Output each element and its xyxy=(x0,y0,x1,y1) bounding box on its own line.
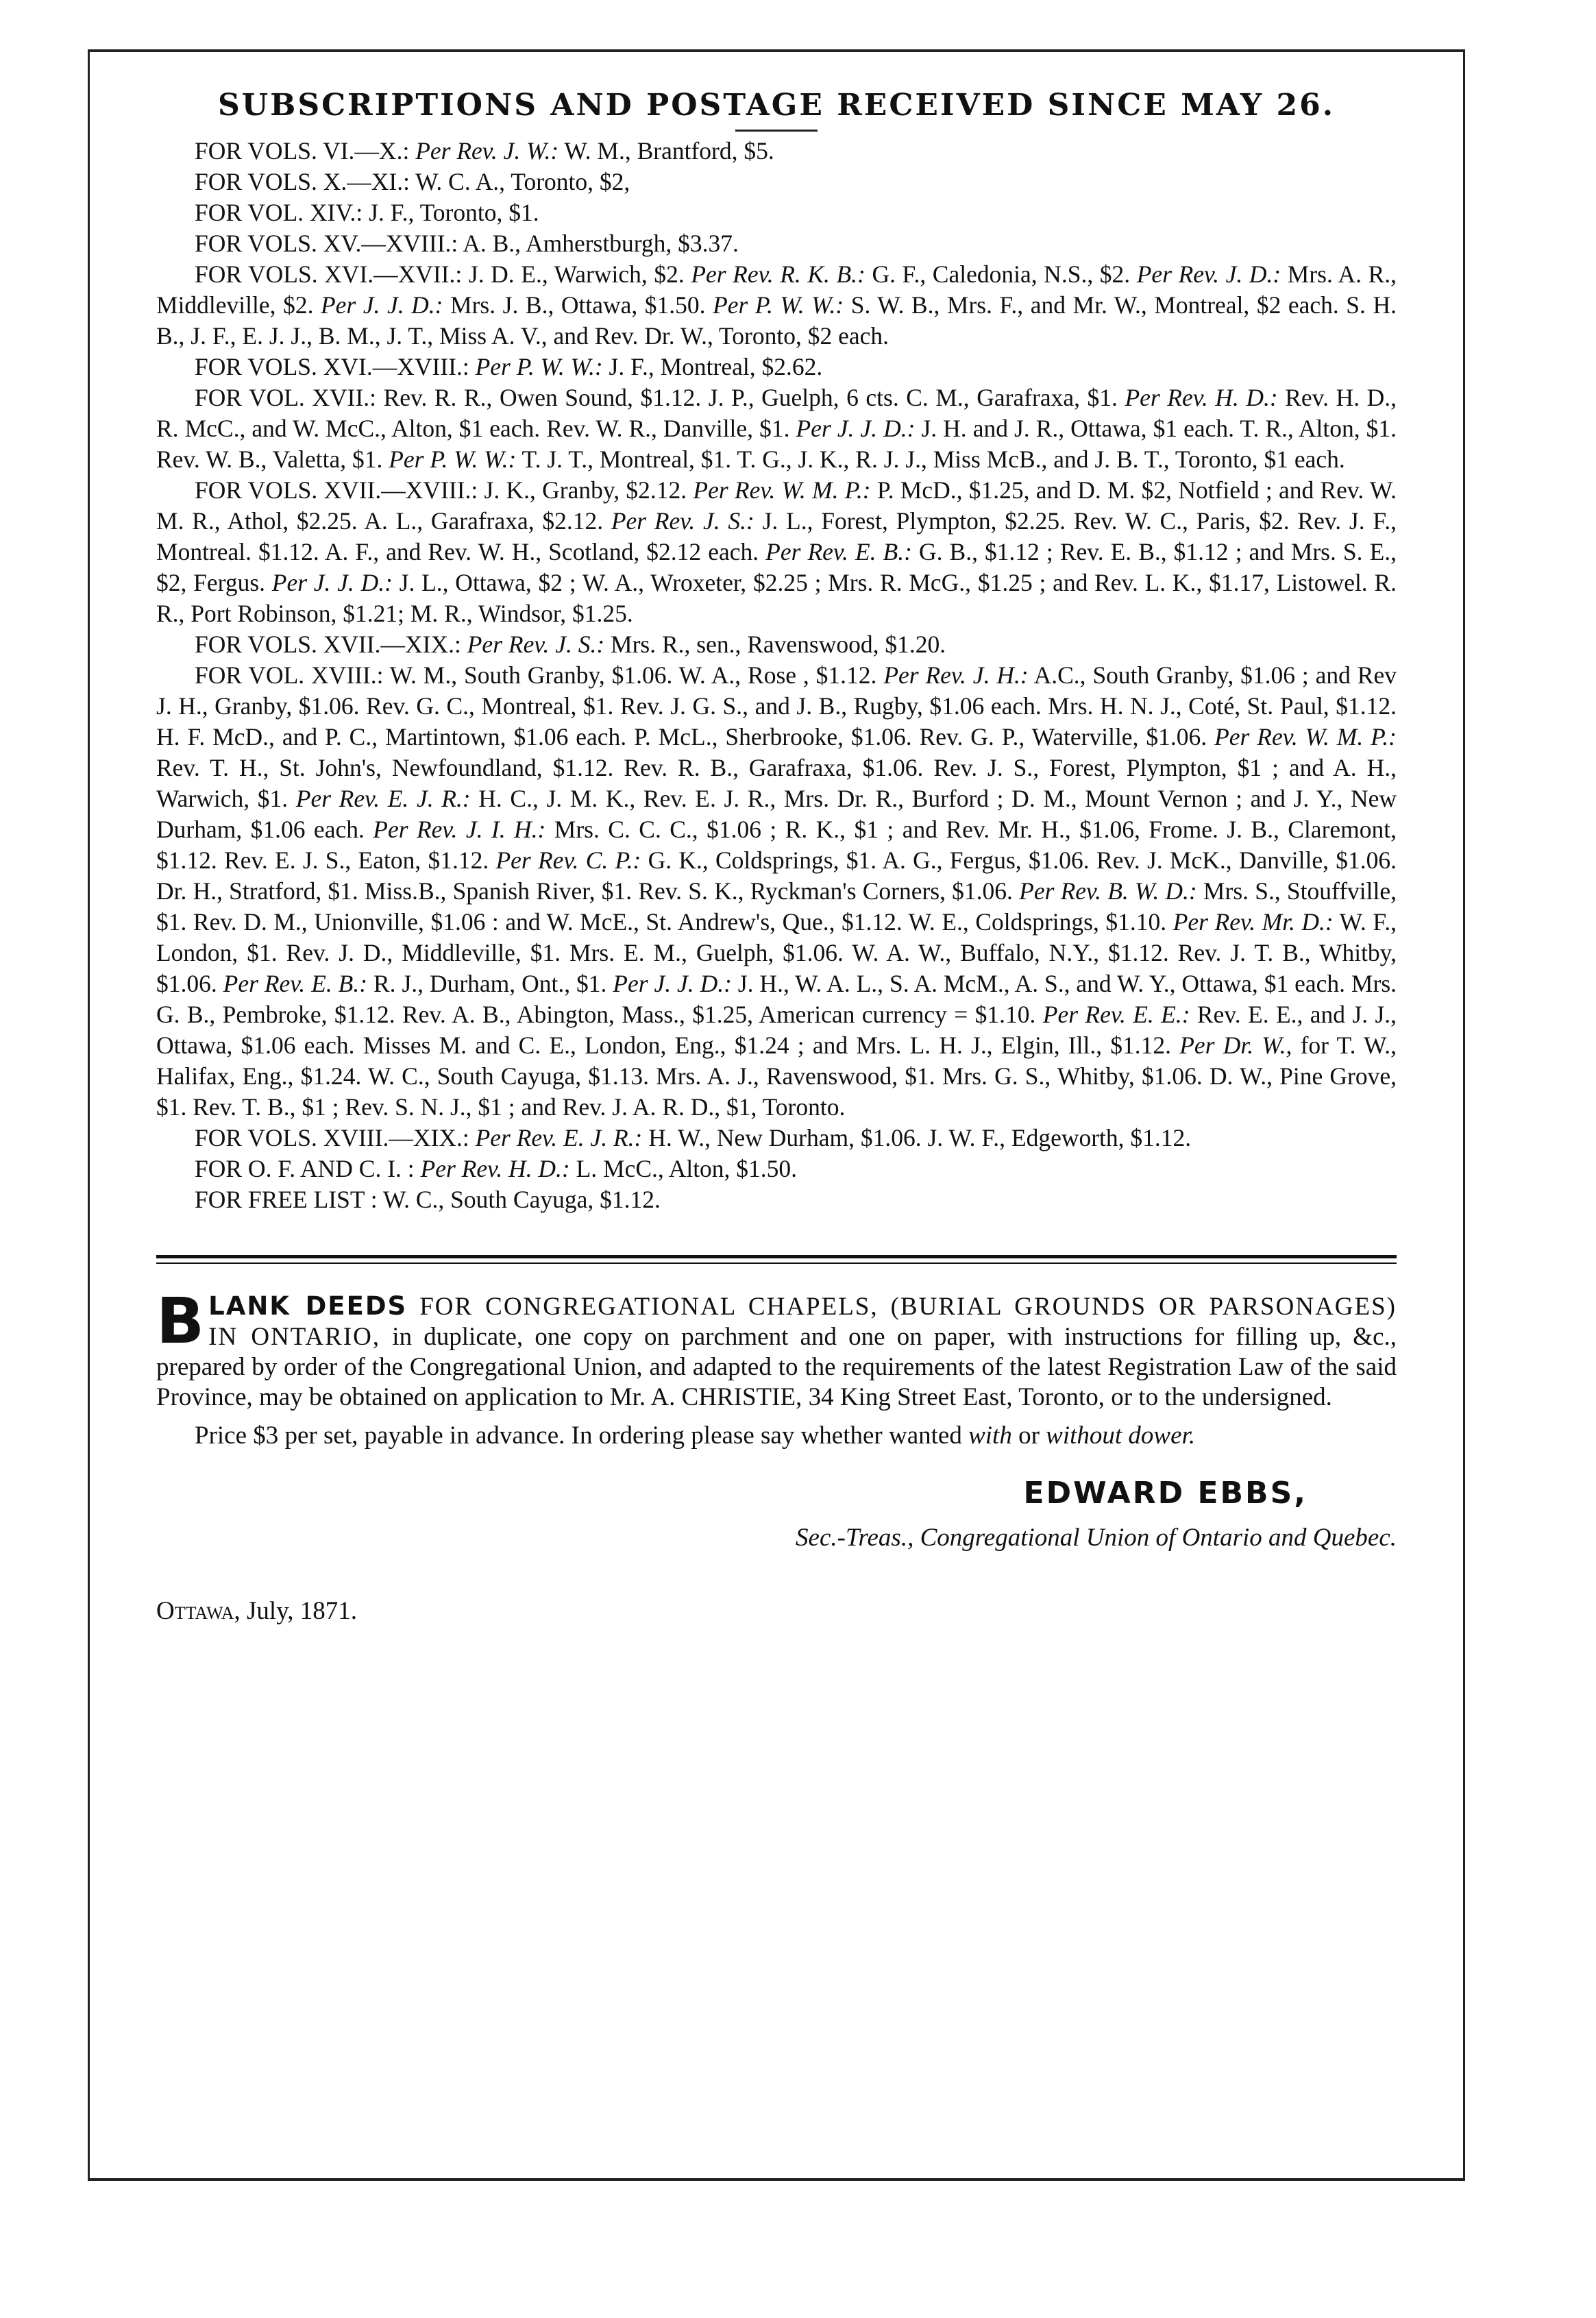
entry-text: FOR FREE LIST : W. C., South Cayuga, $1.12. xyxy=(195,1186,661,1213)
subscription-entry xyxy=(156,197,1397,228)
entry-text: R. J., Durham, Ont., $1. xyxy=(367,970,613,997)
entry-text: for T. W., Halifax, Eng., $1.24. W. C., South Cayuga, $1.13. Mrs. A. J., Ravenswood, $1. Mrs. G. S., Whitby, $1.06. D. W., Pine Grove, $1. Rev. T. B., $1 ; Rev. S. N. J., $1 ; and Rev. J. A. R. D., $1, Toronto. xyxy=(156,1032,1397,1121)
frame-bottom-rule xyxy=(88,2178,1465,2181)
entry-text: P. McD., $1.25, and D. M. $2, Notfield ; and Rev. W. M. R., Athol, $2.25. A. L., Garafraxa, $2.12. xyxy=(156,476,1397,535)
subscription-entry xyxy=(156,660,1397,1123)
subscription-entry xyxy=(156,629,1397,660)
price-without: without dower. xyxy=(1046,1422,1196,1450)
entry-text: FOR VOL. XVIII.: W. M., South Granby, $1.06. W. A., Rose , $1.12. xyxy=(195,661,884,689)
divider-thick-rule xyxy=(156,1255,1397,1258)
entry-text: J. F., Montreal, $2.62. xyxy=(602,353,823,380)
entry-agent: Per Rev. J. S.: xyxy=(611,507,754,535)
entry-text: FOR O. F. AND C. I. : xyxy=(195,1155,421,1182)
entry-text: A.C., South Granby, $1.06 ; and Rev J. H., Granby, $1.06. Rev. G. C., Montreal, $1. Rev. J. G. S., and J. B., Rugby, $1.06 each. Mrs. H. N. J., Coté, St. Paul, $1.12. H. F. McD., and P. C., Martintown, $1.06 each. P. McL., Sherbrooke, $1.06. Rev. G. P., Waterville, $1.06. xyxy=(156,661,1397,751)
entry-text: G. K., Coldsprings, $1. A. G., Fergus, $1.06. Rev. J. McK., Danville, $1.06. Dr. H., Stratford, $1. Miss.B., Spanish River, $1. Rev. S. K., Ryckman's Corners, $1.06. xyxy=(156,846,1397,905)
entry-text: J. L., Forest, Plympton, $2.25. Rev. W. C., Paris, $2. Rev. J. F., Montreal. $1.12. A. F., and Rev. W. H., Scotland, $2.12 each. xyxy=(156,507,1397,565)
entry-text: FOR VOLS. XVII.—XIX.: xyxy=(195,631,467,658)
entry-agent: Per J. J. D.: xyxy=(321,291,443,319)
entry-text: FOR VOL. XVII.: Rev. R. R., Owen Sound, $1.12. J. P., Guelph, 6 cts. C. M., Garafraxa, $1. xyxy=(195,384,1125,411)
price-or: or xyxy=(1011,1422,1046,1450)
price-note xyxy=(156,1421,1397,1451)
entry-text: FOR VOLS. XVI.—XVIII.: xyxy=(195,353,476,380)
entry-text: FOR VOLS. XV.—XVIII.: A. B., Amherstburgh, $3.37. xyxy=(195,230,739,257)
entry-agent: Per J. J. D.: xyxy=(796,415,916,442)
entry-agent: Per Rev. E. E.: xyxy=(1042,1001,1190,1028)
divider-thin-rule xyxy=(156,1262,1397,1264)
entry-text: Mrs. J. B., Ottawa, $1.50. xyxy=(443,291,713,319)
entry-agent: Per Rev. R. K. B.: xyxy=(691,260,865,288)
entry-text: J. L., Ottawa, $2 ; W. A., Wroxeter, $2.25 ; Mrs. R. McG., $1.25 ; and Rev. L. K., $1.17, Listowel. R. R., Port Robinson, $1.21; M. R., Windsor, $1.25. xyxy=(156,569,1397,627)
entry-agent: Per Rev. B. W. D.: xyxy=(1019,877,1197,905)
entry-text: Rev. H. D., R. McC., and W. McC., Alton, $1 each. Rev. W. R., Danville, $1. xyxy=(156,384,1397,442)
subscription-entry xyxy=(156,352,1397,382)
entry-text: J. H. and J. R., Ottawa, $1 each. T. R., Alton, $1. Rev. W. B., Valetta, $1. xyxy=(156,415,1397,473)
page-content xyxy=(156,88,1397,1626)
entry-text: FOR VOLS. XVIII.—XIX.: xyxy=(195,1124,476,1151)
advert-body: in duplicate, one copy on parchment and one on paper, with instructions for filling up, &c., prepared by order of the Congregational Union, and adapted to the requirements of the latest Registration Law of the said Province, may be obtained on application to Mr. A. CHRISTIE, 34 King Street East, Toronto, or to the undersigned. xyxy=(156,1323,1397,1411)
entry-text: S. W. B., Mrs. F., and Mr. W., Montreal, $2 each. S. H. B., J. F., E. J. J., B. M., J. T., Miss A. V., and Rev. Dr. W., Toronto, $2 each. xyxy=(156,291,1397,350)
subscription-entry xyxy=(156,259,1397,352)
entry-agent: Per Rev. H. D.: xyxy=(420,1155,570,1182)
entry-text: Mrs. A. R., Middleville, $2. xyxy=(156,260,1397,319)
signer-title: Sec.-Treas., Congregational Union of Ontario and Quebec. xyxy=(796,1524,1397,1552)
entry-agent: Per P. W. W.: xyxy=(713,291,844,319)
entry-text: J. H., W. A. L., S. A. McM., A. S., and W. Y., Ottawa, $1 each. Mrs. G. B., Pembroke, $1.12. Rev. A. B., Abington, Mass., $1.25, American currency = $1.10. xyxy=(156,970,1397,1028)
entry-agent: Per Rev. E. B.: xyxy=(765,538,912,565)
subscription-entry xyxy=(156,1154,1397,1184)
subscription-entry xyxy=(156,167,1397,197)
entry-text: FOR VOLS. X.—XI.: W. C. A., Toronto, $2, xyxy=(195,168,630,195)
entry-text: W. F., London, $1. Rev. J. D., Middleville, $1. Mrs. E. M., Guelph, $1.06. W. A. W., Buffalo, N.Y., $1.12. Rev. J. T. B., Whitby, $1.06. xyxy=(156,908,1397,997)
signer-name: EDWARD EBBS, xyxy=(1023,1476,1308,1511)
entry-agent: Per J. J. D.: xyxy=(613,970,732,997)
entry-agent: Per Rev. J. W.: xyxy=(415,137,559,164)
heading-rule xyxy=(735,130,818,132)
subscription-entry xyxy=(156,136,1397,167)
page-heading: SUBSCRIPTIONS AND POSTAGE RECEIVED SINCE MAY 26. xyxy=(217,88,1336,123)
subscription-entry xyxy=(156,475,1397,629)
subscription-entry xyxy=(156,1123,1397,1154)
entry-agent: Per P. W. W.: xyxy=(389,446,517,473)
entry-agent: Per Rev. J. S.: xyxy=(467,631,605,658)
section-divider xyxy=(156,1255,1397,1264)
entry-text: L. McC., Alton, $1.50. xyxy=(569,1155,798,1182)
drop-cap: B xyxy=(156,1284,205,1358)
entry-agent: Per Rev. J. I. H.: xyxy=(373,816,546,843)
subscription-list xyxy=(156,136,1397,1215)
entry-agent: Per Rev. W. M. P.: xyxy=(693,476,871,504)
entry-agent: Per Rev. W. M. P.: xyxy=(1214,723,1397,751)
dateline-date: July, 1871. xyxy=(240,1597,358,1625)
entry-text: T. J. T., Montreal, $1. T. G., J. K., R. J. J., Miss McB., and J. B. T., Toronto, $1 each. xyxy=(516,446,1345,473)
subscription-entry xyxy=(156,1184,1397,1215)
entry-agent: Per Rev. J. D.: xyxy=(1136,260,1281,288)
price-text: Price $3 per set, payable in advance. In ordering please say whether wanted xyxy=(195,1422,969,1450)
entry-agent: Per Rev. E. J. R.: xyxy=(475,1124,643,1151)
entry-text: Rev. E. E., and J. J., Ottawa, $1.06 each. Misses M. and C. E., London, Eng., $1.24 ; and Mrs. L. H. J., Elgin, Ill., $1.12. xyxy=(156,1001,1397,1059)
entry-text: H. C., J. M. K., Rev. E. J. R., Mrs. Dr. R., Burford ; D. M., Mount Vernon ; and J. Y., New Durham, $1.06 each. xyxy=(156,785,1397,843)
entry-agent: Per Rev. C. P.: xyxy=(495,846,641,874)
entry-agent: Per P. W. W.: xyxy=(475,353,603,380)
entry-text: Mrs. S., Stouffville, $1. Rev. D. M., Unionville, $1.06 : and W. McE., St. Andrew's, Que., $1.12. W. E., Coldsprings, $1.10. xyxy=(156,877,1397,936)
entry-agent: Per Rev. E. B.: xyxy=(223,970,368,997)
subscription-entry xyxy=(156,382,1397,475)
entry-text: Mrs. R., sen., Ravenswood, $1.20. xyxy=(604,631,946,658)
subscription-entry xyxy=(156,228,1397,259)
dateline-place: Ottawa, xyxy=(156,1597,241,1625)
entry-text: FOR VOLS. XVI.—XVII.: J. D. E., Warwich, $2. xyxy=(195,260,691,288)
entry-text: G. B., $1.12 ; Rev. E. B., $1.12 ; and Mrs. S. E., $2, Fergus. xyxy=(156,538,1397,596)
entry-agent: Per Rev. J. H.: xyxy=(883,661,1029,689)
entry-agent: Per J. J. D.: xyxy=(271,569,393,596)
entry-text: FOR VOLS. XVII.—XVIII.: J. K., Granby, $2.12. xyxy=(195,476,693,504)
advert-caps-text: FOR CONGREGATIONAL CHAPELS, (BURIAL GROUNDS OR PARSONAGES) IN ONTARIO, xyxy=(208,1293,1397,1351)
entry-text: Rev. T. H., St. John's, Newfoundland, $1.12. Rev. R. B., Garafraxa, $1.06. Rev. J. S., Forest, Plympton, $1 ; and A. H., Warwich, $1. xyxy=(156,754,1397,812)
entry-text: W. M., Brantford, $5. xyxy=(558,137,774,164)
entry-agent: Per Rev. E. J. R.: xyxy=(295,785,471,812)
entry-agent: Per Dr. W., xyxy=(1179,1032,1292,1059)
entry-text: FOR VOL. XIV.: J. F., Toronto, $1. xyxy=(195,199,539,226)
entry-text: H. W., New Durham, $1.06. J. W. F., Edgeworth, $1.12. xyxy=(642,1124,1192,1151)
dateline xyxy=(156,1596,1397,1626)
entry-text: Mrs. C. C. C., $1.06 ; R. K., $1 ; and Rev. Mr. H., $1.06, Frome. J. B., Claremont, $1.12. Rev. E. J. S., Eaton, $1.12. xyxy=(156,816,1397,874)
entry-text: FOR VOLS. VI.—X.: xyxy=(195,137,416,164)
blank-deeds-advert xyxy=(156,1284,1397,1413)
entry-agent: Per Rev. Mr. D.: xyxy=(1173,908,1334,936)
entry-text: G. F., Caledonia, N.S., $2. xyxy=(865,260,1137,288)
advert-headline: LANK DEEDS xyxy=(208,1291,408,1321)
price-with: with xyxy=(968,1422,1012,1450)
entry-agent: Per Rev. H. D.: xyxy=(1125,384,1278,411)
